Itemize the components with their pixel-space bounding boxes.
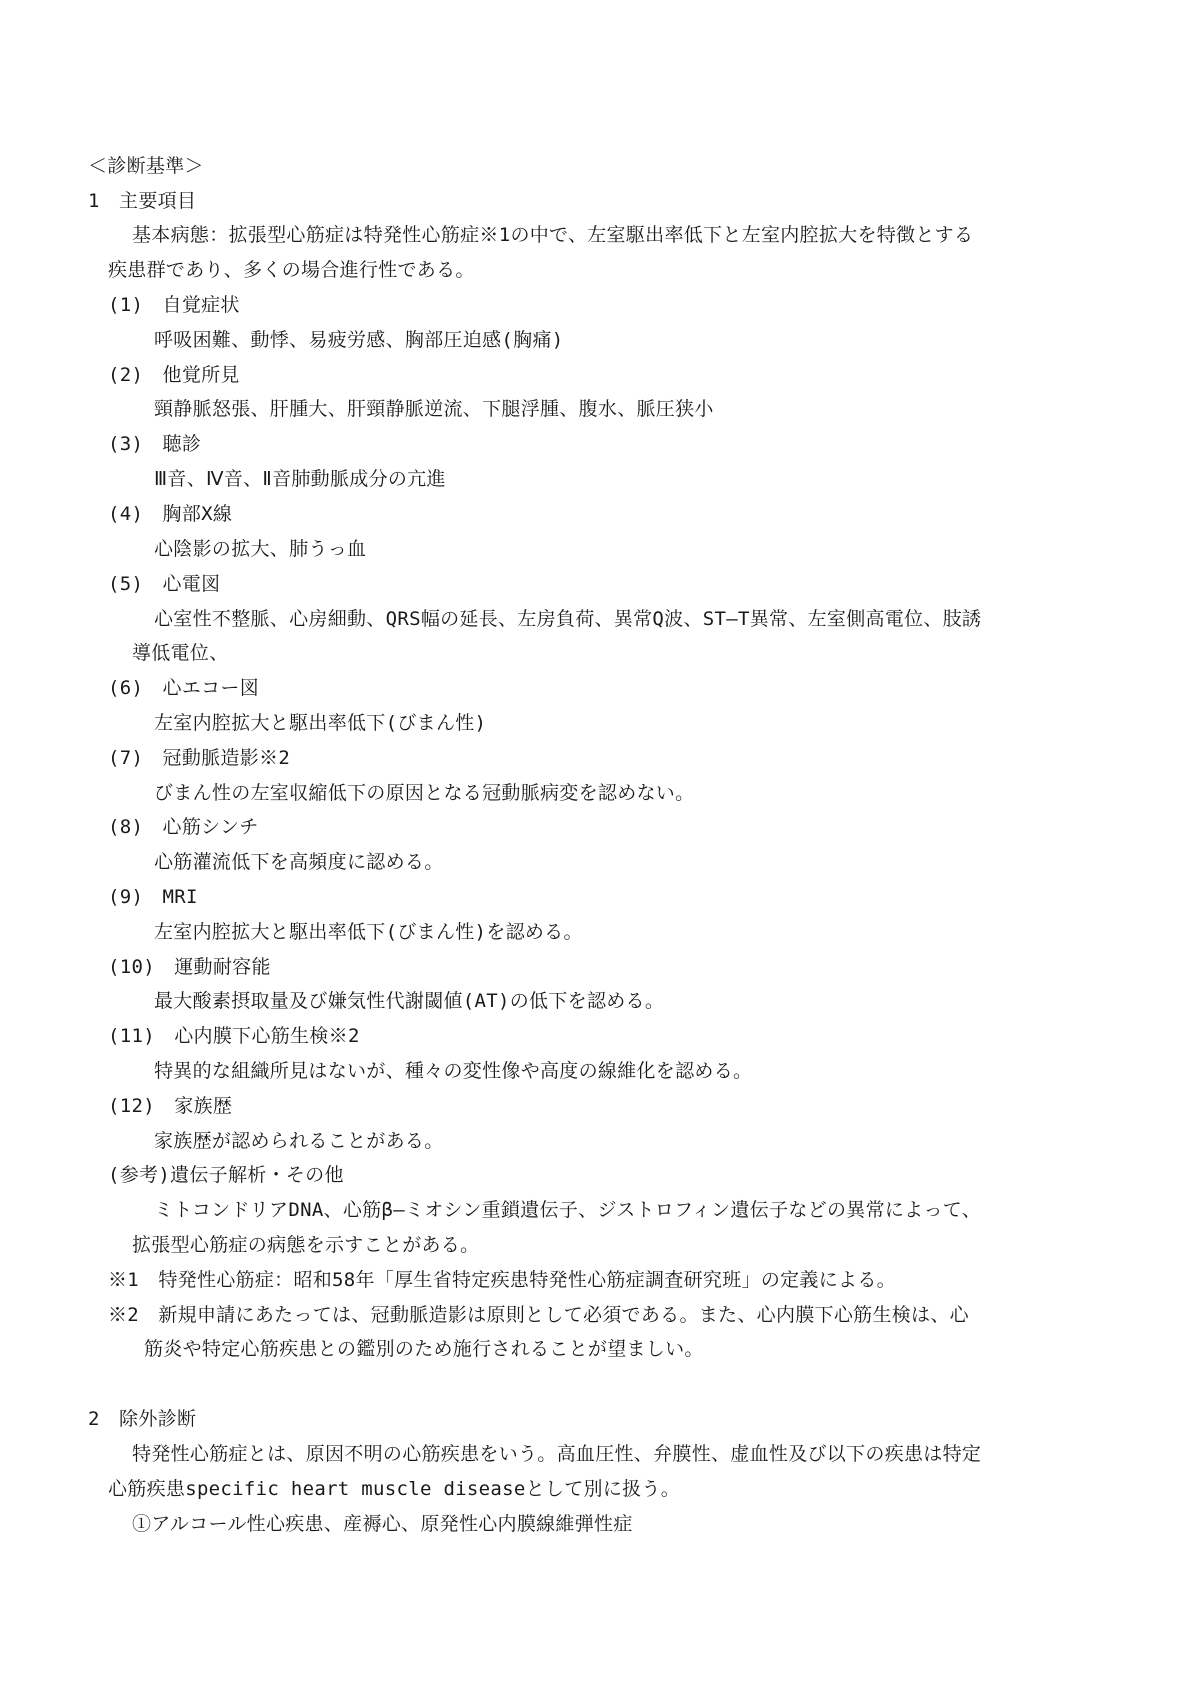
item-label-5: (5) 心電図 — [108, 573, 221, 595]
item-label-10: (10) 運動耐容能 — [108, 956, 271, 978]
item-label-8: (8) 心筋シンチ — [108, 816, 259, 838]
item-text-7: びまん性の左室収縮低下の原因となる冠動脈病変を認めない。 — [154, 782, 695, 804]
item-label-12: (12) 家族歴 — [108, 1095, 233, 1117]
section2-body-line2: 心筋疾患specific heart muscle diseaseとして別に扱う。 — [108, 1478, 681, 1500]
item-label-11: (11) 心内膜下心筋生検※2 — [108, 1025, 360, 1047]
item-label-2: (2) 他覚所見 — [108, 364, 240, 386]
item-label-9: (9) MRI — [108, 886, 198, 908]
item-text-12: 家族歴が認められることがある。 — [154, 1130, 444, 1152]
footnote-2-line1: ※2 新規申請にあたっては、冠動脈造影は原則として必須である。また、心内膜下心筋生検は、心 — [108, 1304, 969, 1326]
item-label-7: (7) 冠動脈造影※2 — [108, 747, 291, 769]
item-text-9: 左室内腔拡大と駆出率低下(びまん性)を認める。 — [154, 921, 583, 943]
item-text-5a: 心室性不整脈、心房細動、QRS幅の延長、左房負荷、異常Q波、ST―T異常、左室側高電位、肢誘 — [154, 608, 982, 630]
footnote-1: ※1 特発性心筋症：昭和58年「厚生省特定疾患特発性心筋症調査研究班」の定義による。 — [108, 1269, 896, 1291]
item-text-10: 最大酸素摂取量及び嫌気性代謝閾値(AT)の低下を認める。 — [154, 990, 665, 1012]
reference-line2: 拡張型心筋症の病態を示すことがある。 — [132, 1234, 480, 1256]
section1-title: 1 主要項目 — [88, 190, 197, 212]
item-text-6: 左室内腔拡大と駆出率低下(びまん性) — [154, 712, 487, 734]
reference-label: (参考)遺伝子解析・その他 — [108, 1164, 344, 1186]
section1-intro-line2: 疾患群であり、多くの場合進行性である。 — [108, 259, 475, 281]
item-text-2: 頸静脈怒張、肝腫大、肝頸静脈逆流、下腿浮腫、腹水、脈圧狭小 — [154, 398, 714, 420]
item-text-1: 呼吸困難、動悸、易疲労感、胸部圧迫感(胸痛) — [154, 329, 564, 351]
item-text-5b: 導低電位、 — [132, 642, 229, 664]
item-label-3: (3) 聴診 — [108, 433, 202, 455]
item-text-8: 心筋灌流低下を高頻度に認める。 — [154, 851, 444, 873]
section2-item1: ①アルコール性心疾患、産褥心、原発性心内膜線維弾性症 — [132, 1513, 633, 1535]
section2-body-line1: 特発性心筋症とは、原因不明の心筋疾患をいう。高血圧性、弁膜性、虚血性及び以下の疾患は特定 — [132, 1443, 982, 1465]
section2-title: 2 除外診断 — [88, 1408, 197, 1430]
document-heading: ＜診断基準＞ — [88, 155, 204, 177]
item-label-4: (4) 胸部X線 — [108, 503, 233, 525]
item-label-6: (6) 心エコー図 — [108, 677, 260, 699]
item-text-3: Ⅲ音、Ⅳ音、Ⅱ音肺動脈成分の亢進 — [154, 468, 446, 490]
item-text-11: 特異的な組織所見はないが、種々の変性像や高度の線維化を認める。 — [154, 1060, 753, 1082]
footnote-2-line2: 筋炎や特定心筋疾患との鑑別のため施行されることが望ましい。 — [144, 1338, 704, 1360]
reference-line1: ミトコンドリアDNA、心筋β―ミオシン重鎖遺伝子、ジストロフィン遺伝子などの異常によって、 — [154, 1199, 981, 1221]
item-label-1: (1) 自覚症状 — [108, 294, 240, 316]
section1-intro-line1: 基本病態：拡張型心筋症は特発性心筋症※1の中で、左室駆出率低下と左室内腔拡大を特徴とする — [132, 224, 974, 246]
item-text-4: 心陰影の拡大、肺うっ血 — [154, 538, 367, 560]
